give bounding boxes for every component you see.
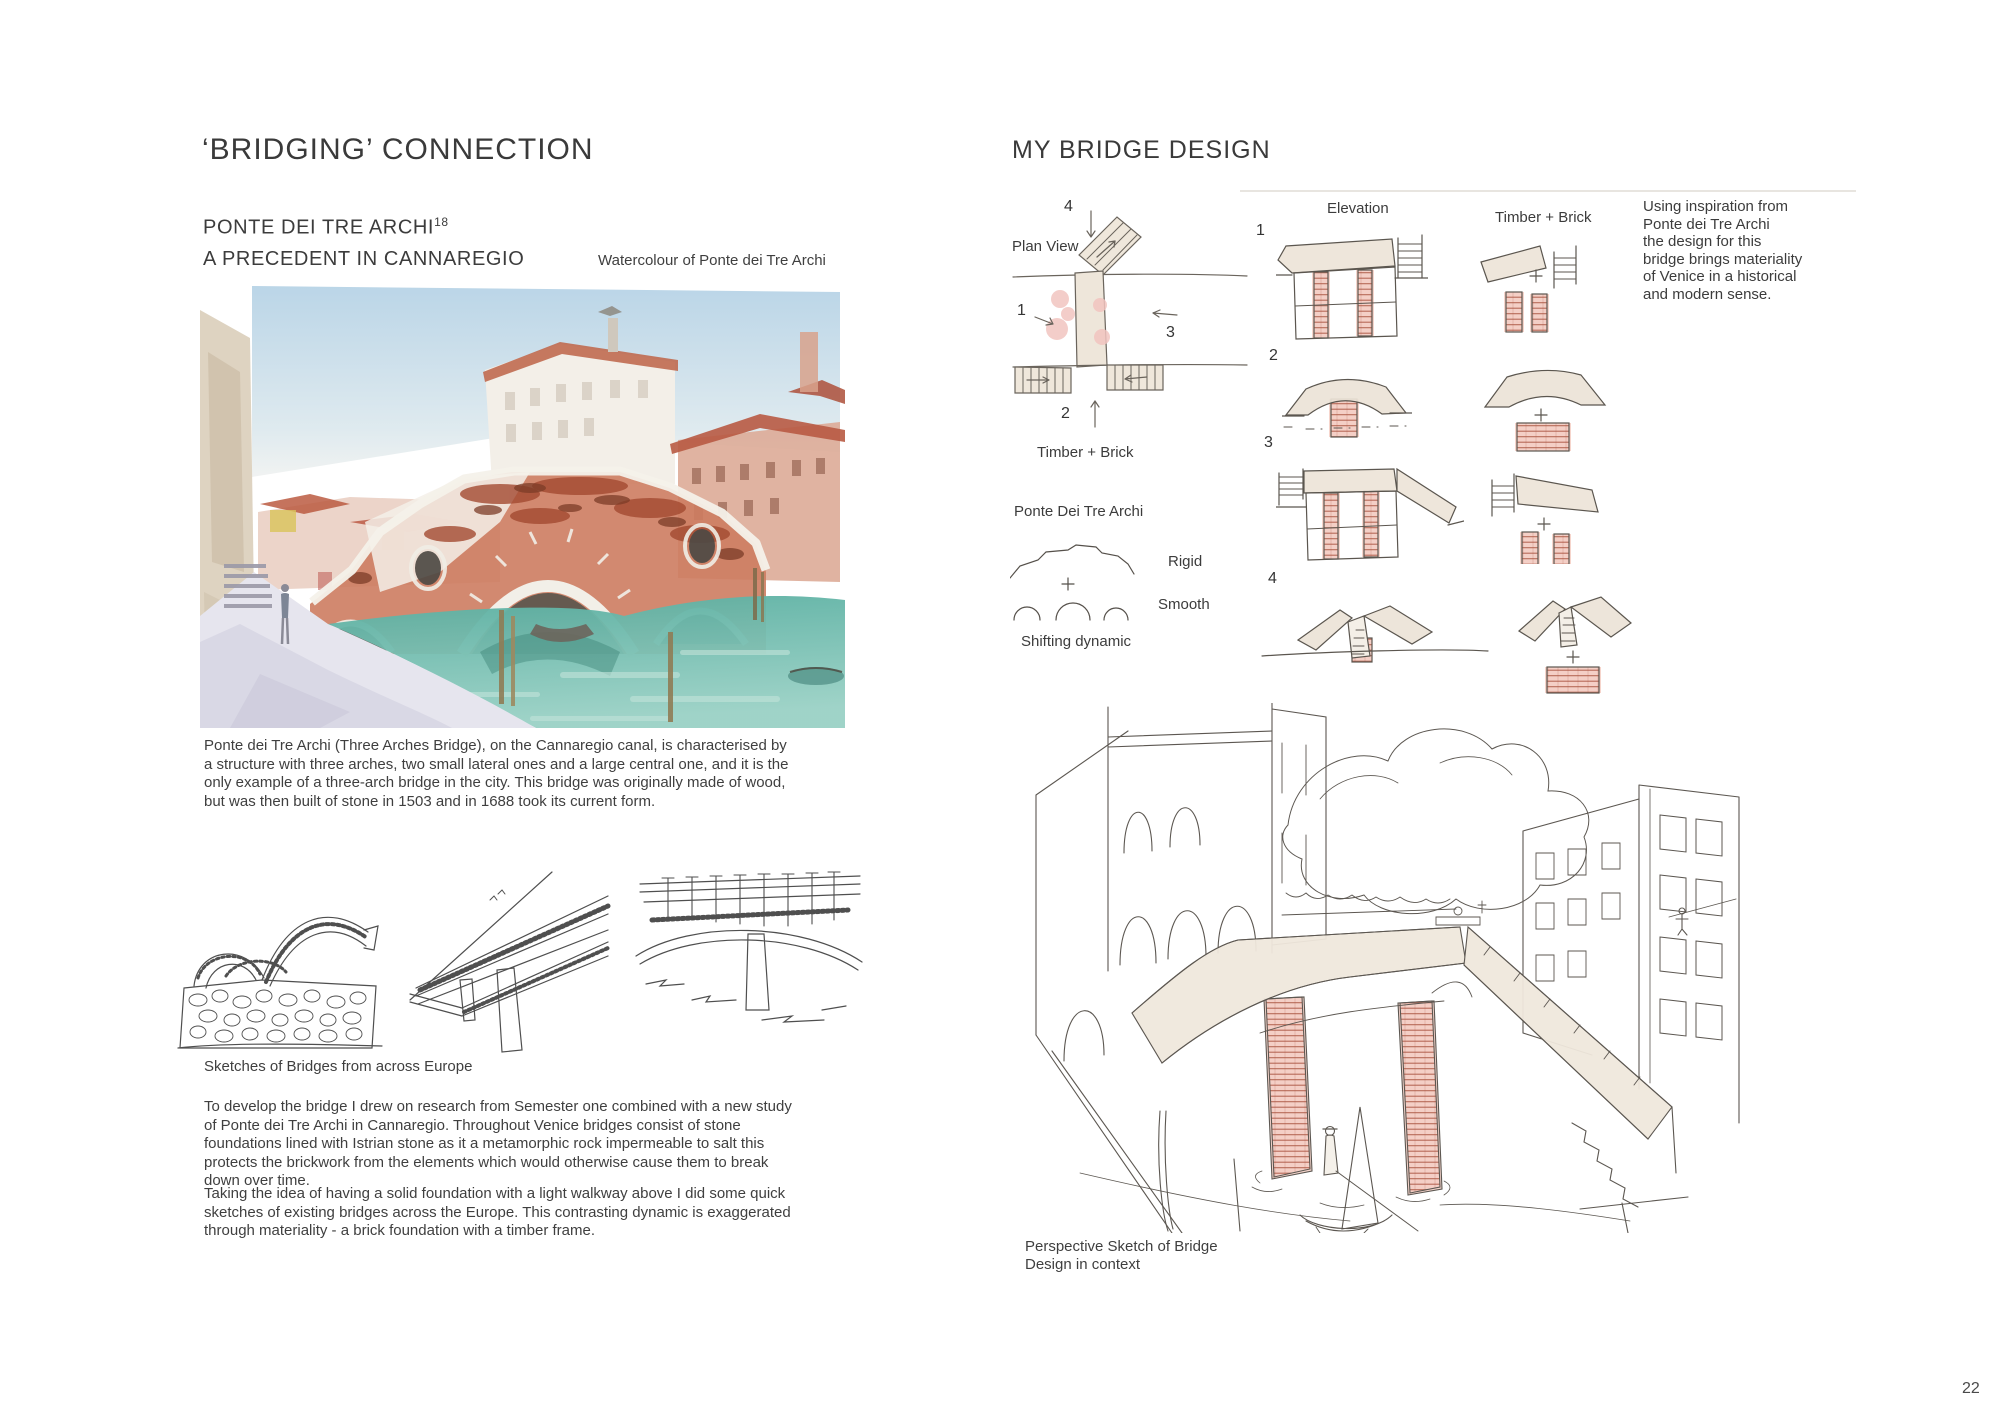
- elevation-1-figure: [1276, 226, 1428, 346]
- timber-brick-3-figure: [1488, 468, 1614, 564]
- elevation-number-2: 2: [1269, 347, 1278, 364]
- ponte-dei-tre-archi-label: Ponte Dei Tre Archi: [1014, 503, 1144, 520]
- plan-number-3: 3: [1166, 324, 1175, 341]
- plan-view-figure: [1005, 197, 1255, 437]
- left-page-title: ‘BRIDGING’ CONNECTION: [202, 133, 594, 166]
- elevation-4-figure: [1260, 598, 1490, 676]
- left-paragraph-2: To develop the bridge I drew on research from Semester one combined with a new study of Ponte dei Tre Archi in Cannaregio. Throughout Venice bridges consist of stone foundations lined with Istrian stone as it a metamorphic rock impermeable to salt this protects the brickwork from the elements which would otherwise cause them to break down over time.: [204, 1098, 792, 1190]
- timber-brick-4-figure: [1513, 585, 1639, 701]
- timber-brick-2-figure: [1481, 357, 1611, 453]
- page-number: 22: [1962, 1380, 1980, 1397]
- elevation-number-1: 1: [1256, 222, 1265, 239]
- perspective-sketch-figure: [1020, 703, 1745, 1233]
- left-paragraph-1: Ponte dei Tre Archi (Three Arches Bridge), on the Cannaregio canal, is characterised by a structure with three arches, two small lateral ones and a large central one, and it is the only example of a three-arch bridge in the city. This bridge was originally made of wood, but was then built of stone in 1503 and in 1688 took its current form.: [204, 737, 789, 810]
- precedent-heading-line2: A PRECEDENT IN CANNAREGIO: [203, 247, 525, 270]
- sketches-caption: Sketches of Bridges from across Europe: [204, 1058, 473, 1075]
- sketch-hanger-bridge: [632, 860, 868, 1054]
- sketch-timber-deck-bridge: [402, 868, 614, 1054]
- perspective-caption: Perspective Sketch of Bridge Design in context: [1025, 1238, 1218, 1273]
- elevation-number-3: 3: [1264, 434, 1273, 451]
- left-paragraph-3: Taking the idea of having a solid foundation with a light walkway above I did some quick sketches of existing bridges across the Europe. This contrasting dynamic is exaggerated through materiality - a brick foundation with a timber frame.: [204, 1185, 791, 1240]
- plan-number-1: 1: [1017, 302, 1026, 319]
- plan-number-4: 4: [1064, 198, 1073, 215]
- rigid-label: Rigid: [1168, 553, 1203, 570]
- plan-number-2: 2: [1061, 405, 1070, 422]
- elevation-number-4: 4: [1268, 570, 1277, 587]
- inspiration-text: Using inspiration from Ponte dei Tre Archi the design for this bridge brings materiality of Venice in a historical and modern sense.: [1643, 198, 1803, 303]
- rigid-smooth-figure: [1010, 544, 1150, 630]
- elevation-2-figure: [1282, 357, 1412, 439]
- paper-edge-line: [1240, 190, 1856, 192]
- precedent-heading: [203, 207, 524, 275]
- watercolour-caption: Watercolour of Ponte dei Tre Archi: [598, 252, 826, 269]
- plan-view-label: Plan View: [1012, 238, 1079, 255]
- right-page-title: MY BRIDGE DESIGN: [1012, 136, 1271, 164]
- timber-brick-column-label: Timber + Brick: [1495, 209, 1592, 226]
- smooth-label: Smooth: [1158, 596, 1210, 613]
- sketch-stone-arch-bridge: [168, 870, 392, 1052]
- elevation-3-figure: [1276, 459, 1464, 565]
- watercolour-figure: [200, 272, 845, 728]
- shifting-dynamic-label: Shifting dynamic: [1021, 633, 1132, 650]
- elevation-label: Elevation: [1327, 200, 1389, 217]
- timber-brick-plan-label: Timber + Brick: [1037, 444, 1134, 461]
- precedent-heading-line1: PONTE DEI TRE ARCHI$^{18}$: [203, 215, 449, 239]
- footnote-ref: 18: [434, 215, 449, 229]
- timber-brick-1-figure: [1478, 234, 1598, 336]
